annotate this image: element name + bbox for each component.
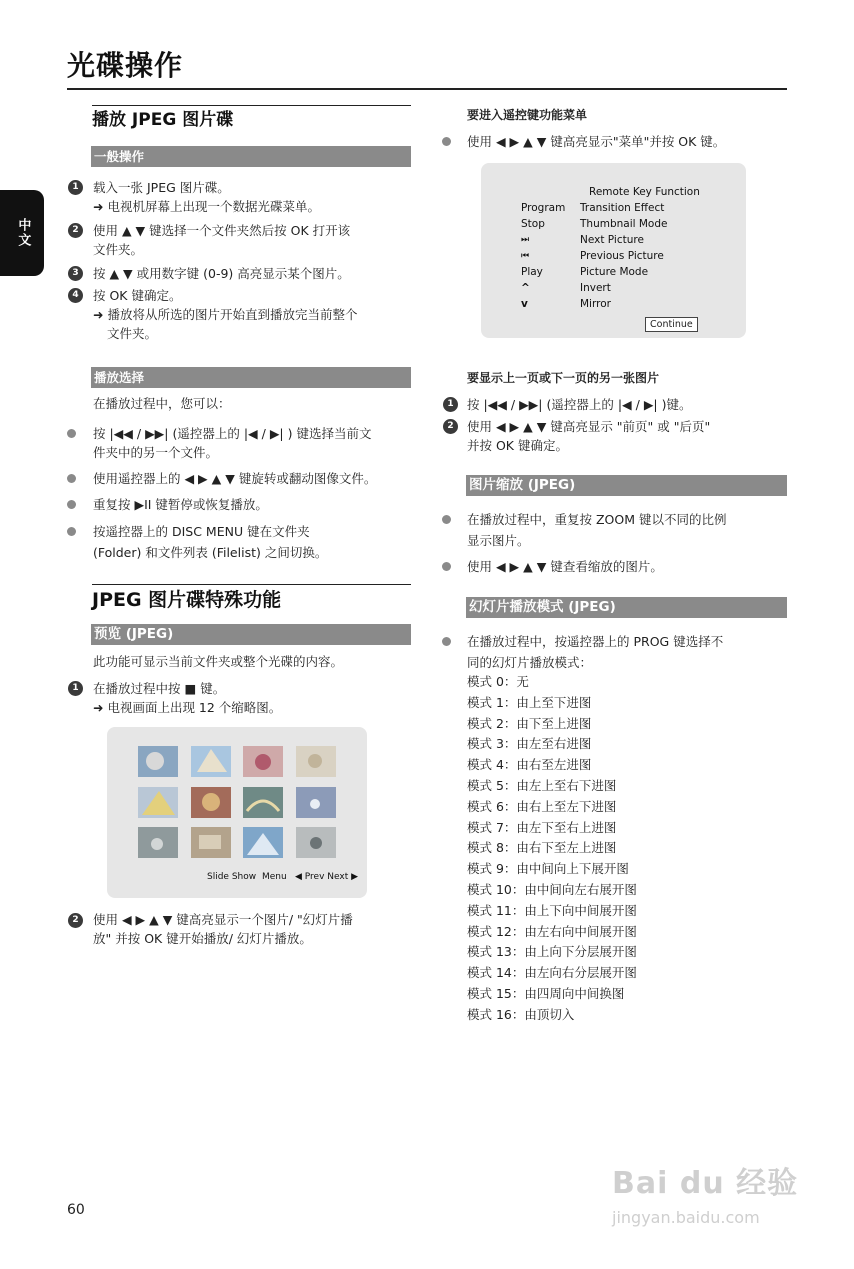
remote-heading: 要进入遥控键功能菜单 (467, 108, 588, 122)
step-text-cont: 文件夹。 (93, 242, 144, 257)
remote-key: Stop (521, 218, 545, 230)
mode-item: 模式 9：由中间向上下展开图 (467, 861, 629, 877)
title-divider (67, 88, 787, 90)
thumbnail[interactable] (138, 787, 178, 818)
mode-item: 模式 12：由左右向中间展开图 (467, 923, 637, 939)
thumbnail[interactable] (243, 746, 283, 777)
mode-item: 模式 15：由四周向中间换图 (467, 985, 625, 1001)
prevnext-heading: 要显示上一页或下一页的另一张图片 (467, 371, 660, 385)
bullet (442, 515, 451, 524)
thumbnail-panel (107, 727, 367, 898)
step-text: 使用 ◀ ▶ ▲ ▼ 键高亮显示一个图片/ "幻灯片播 (93, 912, 353, 927)
preview-intro: 此功能可显示当前文件夹或整个光碟的内容。 (93, 654, 344, 669)
baidu-watermark-url: jingyan.baidu.com (612, 1208, 760, 1227)
mode-list (467, 672, 637, 1026)
general-operation-bar: 一般操作 (91, 146, 411, 167)
remote-function[interactable]: Invert (580, 282, 611, 294)
slide-show-button[interactable]: Slide Show (207, 872, 257, 882)
remote-panel-title: Remote Key Function (589, 186, 700, 198)
remote-function[interactable]: Picture Mode (580, 266, 649, 278)
thumbnail[interactable] (138, 746, 178, 777)
bullet-text: 使用遥控器上的 ◀ ▶ ▲ ▼ 键旋转或翻动图像文件。 (93, 471, 377, 486)
step-note: ➜ 电视机屏幕上出现一个数据光碟菜单。 (93, 199, 320, 214)
section-title-jpeg-disc: 播放 JPEG 图片碟 (92, 110, 234, 130)
bullet-text: 使用 ◀ ▶ ▲ ▼ 键查看缩放的图片。 (467, 559, 663, 574)
up-key-icon: ^ (521, 282, 530, 294)
bullet-text-cont: 显示图片。 (467, 533, 530, 548)
step-text-cont: 放" 并按 OK 键开始播放/ 幻灯片播放。 (93, 931, 312, 946)
bullet-text-cont: (Folder) 和文件列表 (Filelist) 之间切换。 (93, 545, 328, 560)
thumbnail[interactable] (296, 746, 336, 777)
language-tab-label: 中文 (15, 218, 31, 248)
thumbnail[interactable] (138, 827, 178, 858)
language-tab (0, 190, 44, 276)
continue-button[interactable]: Continue (645, 317, 698, 332)
slideshow-bar: 幻灯片播放模式 (JPEG) (466, 597, 787, 618)
thumbnail[interactable] (243, 827, 283, 858)
bullet-text: 重复按 ▶II 键暂停或恢复播放。 (93, 497, 268, 512)
mode-item: 模式 16：由顶切入 (467, 1006, 575, 1022)
step-number: 3 (68, 266, 83, 281)
remote-function[interactable]: Thumbnail Mode (580, 218, 668, 230)
mode-item: 模式 4：由右至左进图 (467, 757, 592, 773)
mode-item: 模式 5：由左上至右下进图 (467, 777, 617, 793)
remote-function[interactable]: Next Picture (580, 234, 644, 246)
play-select-bar: 播放选择 (91, 367, 411, 388)
bullet (67, 429, 76, 438)
step-text: 使用 ▲ ▼ 键选择一个文件夹然后按 OK 打开该 (93, 223, 351, 238)
step-number: 1 (443, 397, 458, 412)
step-number: 1 (68, 180, 83, 195)
bullet (67, 500, 76, 509)
step-text: 使用 ◀ ▶ ▲ ▼ 键高亮显示 "前页" 或 "后页" (467, 419, 711, 434)
mode-item: 模式 8：由右下至左上进图 (467, 840, 617, 856)
bullet-text-cont: 件夹中的另一个文件。 (93, 445, 219, 460)
menu-button[interactable]: Menu (262, 872, 287, 882)
thumbnail[interactable] (191, 787, 231, 818)
section-title-special: JPEG 图片碟特殊功能 (92, 589, 282, 611)
preview-bar: 预览 (JPEG) (91, 624, 411, 645)
mode-item: 模式 1：由上至下进图 (467, 694, 592, 710)
step-text: 按 |◀◀ / ▶▶| (遥控器上的 |◀ / ▶| )键。 (467, 397, 692, 412)
mode-item: 模式 2：由下至上进图 (467, 715, 592, 731)
mode-item: 模式 14：由左向右分层展开图 (467, 965, 637, 981)
bullet (442, 562, 451, 571)
remote-function[interactable]: Transition Effect (580, 202, 665, 214)
section-divider (92, 105, 411, 106)
play-select-intro: 在播放过程中，您可以： (93, 396, 231, 411)
step-text: 按 ▲ ▼ 或用数字键 (0-9) 高亮显示某个图片。 (93, 266, 350, 281)
remote-key: Play (521, 266, 543, 278)
thumbnail[interactable] (296, 787, 336, 818)
bullet-text: 在播放过程中，按遥控器上的 PROG 键选择不 (467, 634, 724, 649)
bullet (442, 637, 451, 646)
step-note: ➜ 电视画面上出现 12 个缩略图。 (93, 700, 282, 715)
next-key-icon: ⏭ (521, 235, 530, 245)
thumbnail[interactable] (296, 827, 336, 858)
bullet-text-cont: 同的幻灯片播放模式： (467, 655, 593, 670)
remote-key-panel (481, 163, 746, 338)
step-text: 按 OK 键确定。 (93, 288, 182, 303)
mode-item: 模式 0：无 (467, 674, 529, 689)
bullet (67, 474, 76, 483)
step-text-cont: 并按 OK 键确定。 (467, 438, 568, 453)
step-note-cont: 文件夹。 (107, 326, 158, 341)
step-text: 载入一张 JPEG 图片碟。 (93, 180, 230, 195)
step-number: 2 (68, 223, 83, 238)
mode-item: 模式 11：由上下向中间展开图 (467, 902, 637, 918)
bullet-text: 在播放过程中，重复按 ZOOM 键以不同的比例 (467, 512, 727, 527)
mode-item: 模式 10：由中间向左右展开图 (467, 881, 637, 897)
remote-function[interactable]: Previous Picture (580, 250, 664, 262)
step-number: 2 (443, 419, 458, 434)
page-title: 光碟操作 (67, 49, 184, 82)
step-note: ➜ 播放将从所选的图片开始直到播放完当前整个 (93, 307, 358, 322)
mode-item: 模式 13：由上向下分层展开图 (467, 944, 637, 960)
page-number: 60 (67, 1202, 85, 1218)
baidu-watermark-logo: Bai du 经验 (612, 1166, 799, 1201)
down-key-icon: v (521, 298, 528, 310)
remote-key: Program (521, 202, 566, 214)
bullet (67, 527, 76, 536)
bullet-text: 使用 ◀ ▶ ▲ ▼ 键高亮显示"菜单"并按 OK 键。 (467, 134, 726, 149)
mode-item: 模式 3：由左至右进图 (467, 736, 592, 752)
remote-function[interactable]: Mirror (580, 298, 611, 310)
thumbnail[interactable] (191, 827, 231, 858)
bullet (442, 137, 451, 146)
mode-item: 模式 7：由左下至右上进图 (467, 819, 617, 835)
step-number: 2 (68, 913, 83, 928)
step-number: 4 (68, 288, 83, 303)
mode-item: 模式 6：由右上至左下进图 (467, 798, 617, 814)
previous-key-icon: ⏮ (521, 251, 530, 261)
thumbnail[interactable] (191, 746, 231, 777)
zoom-bar: 图片缩放 (JPEG) (466, 475, 787, 496)
prev-next-button[interactable]: ◀ Prev Next ▶ (295, 872, 359, 882)
step-number: 1 (68, 681, 83, 696)
thumbnail[interactable] (243, 787, 283, 818)
bullet-text: 按 |◀◀ / ▶▶| (遥控器上的 |◀ / ▶| ) 键选择当前文 (93, 426, 372, 441)
step-text: 在播放过程中按 ■ 键。 (93, 681, 226, 696)
bullet-text: 按遥控器上的 DISC MENU 键在文件夹 (93, 524, 310, 539)
